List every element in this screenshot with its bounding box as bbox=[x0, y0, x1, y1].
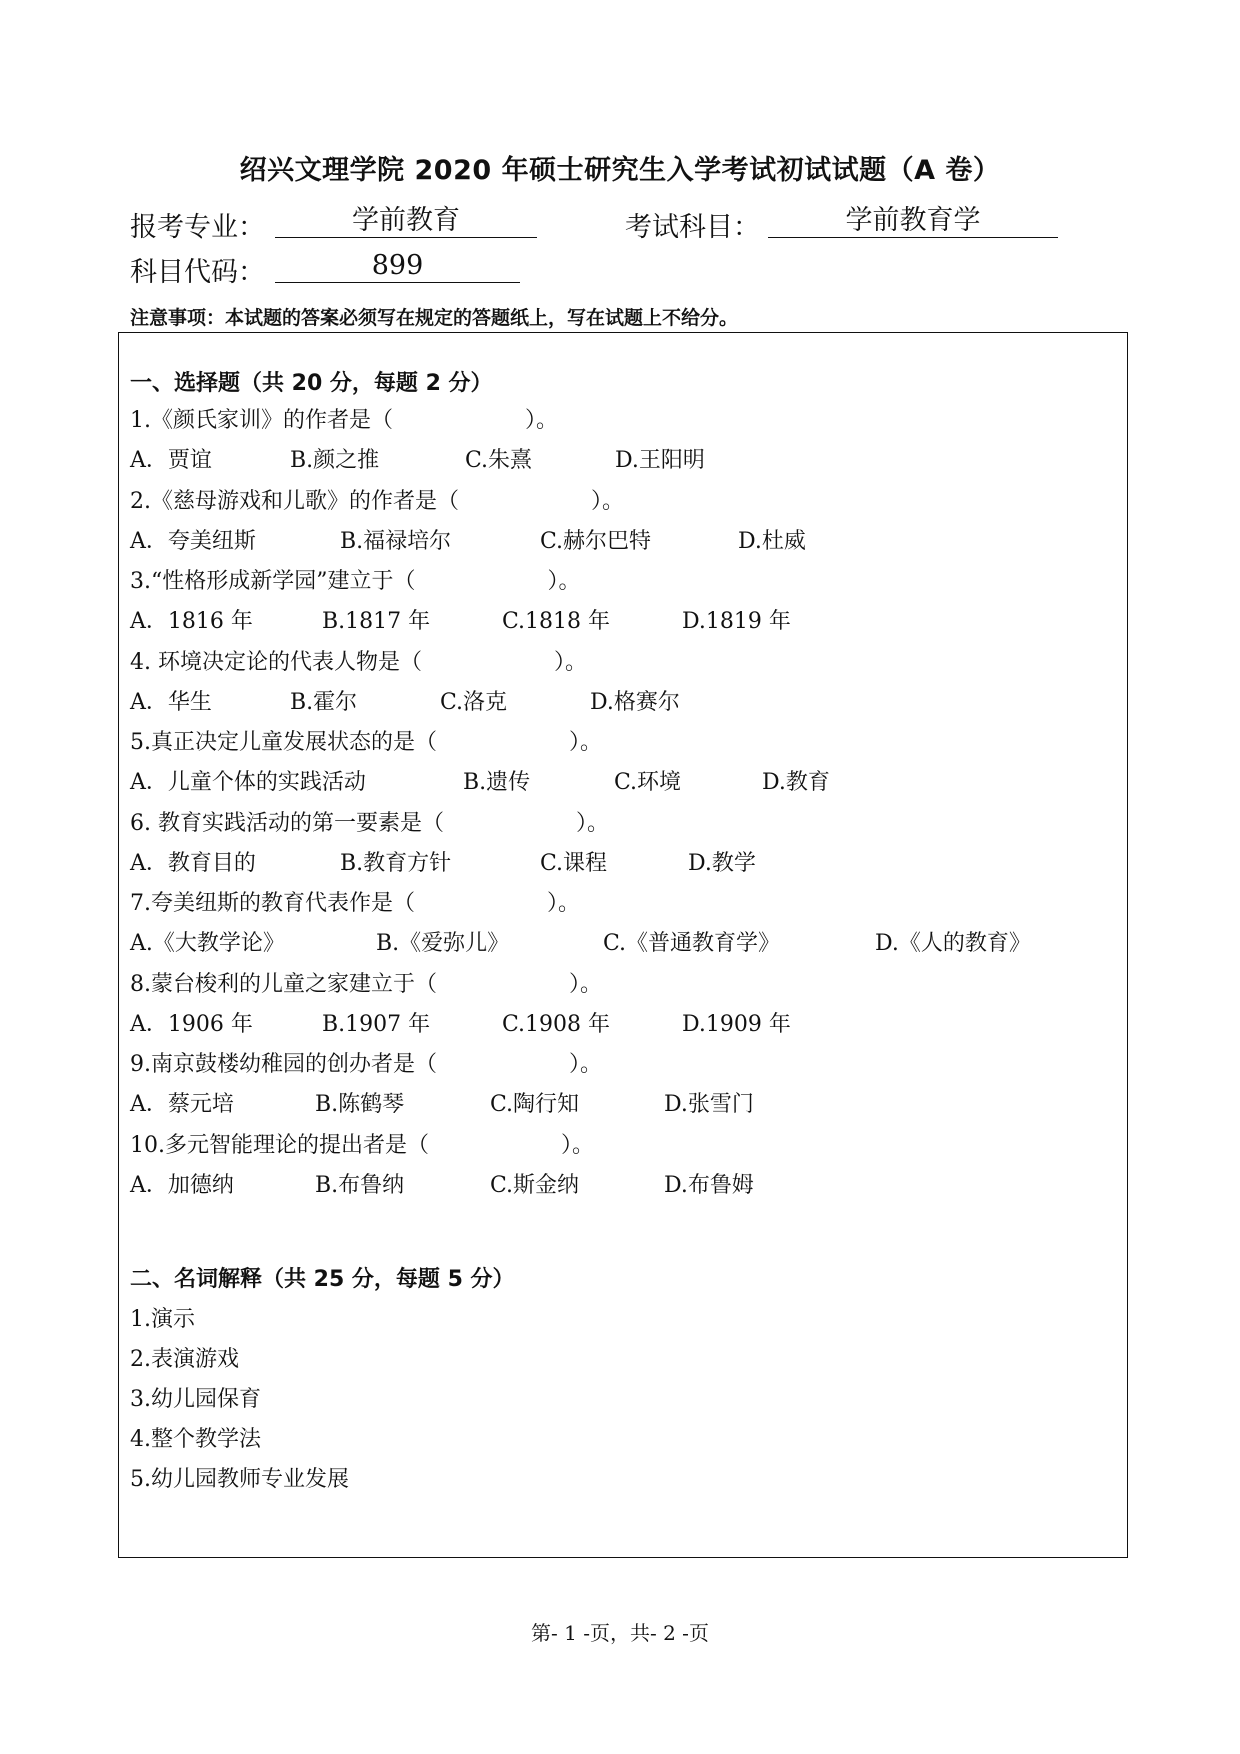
question-option: A．贾谊 bbox=[130, 448, 212, 473]
question-option: C.赫尔巴特 bbox=[540, 528, 652, 554]
question-option: D.张雪门 bbox=[664, 1092, 754, 1117]
question-option: A.《大教学论》 bbox=[130, 931, 285, 956]
question-stem: 4. 环境决定论的代表人物是（ ）。 bbox=[130, 649, 587, 675]
question-option: D.杜威 bbox=[738, 528, 806, 554]
term-item: 2.表演游戏 bbox=[130, 1347, 239, 1372]
question-option: B.布鲁纳 bbox=[315, 1172, 405, 1198]
question-option: D.布鲁姆 bbox=[664, 1172, 754, 1198]
question-option: A．1816 年 bbox=[130, 609, 253, 634]
question-option: C.朱熹 bbox=[465, 448, 533, 473]
question-option: B.遗传 bbox=[463, 770, 531, 795]
question-option: A．华生 bbox=[130, 689, 212, 715]
notice-text: 注意事项：本试题的答案必须写在规定的答题纸上，写在试题上不给分。 bbox=[130, 307, 739, 329]
exam-title: 绍兴文理学院 2020 年硕士研究生入学考试初试试题（A 卷） bbox=[239, 155, 1001, 186]
question-option: B.1817 年 bbox=[322, 609, 431, 634]
question-option: D.王阳明 bbox=[615, 448, 705, 473]
question-option: D.格赛尔 bbox=[590, 689, 680, 715]
question-option: B.颜之推 bbox=[290, 448, 380, 473]
question-option: B.福禄培尔 bbox=[340, 528, 452, 554]
question-option: A．加德纳 bbox=[130, 1172, 234, 1198]
major-label: 报考专业： bbox=[130, 212, 265, 243]
question-option: D.教学 bbox=[688, 850, 756, 876]
question-option: D.教育 bbox=[762, 770, 830, 795]
question-stem: 10.多元智能理论的提出者是（ ）。 bbox=[130, 1132, 594, 1158]
question-stem: 8.蒙台梭利的儿童之家建立于（ ）。 bbox=[130, 971, 602, 997]
question-option: B.教育方针 bbox=[340, 850, 452, 876]
question-option: D.《人的教育》 bbox=[875, 931, 1031, 956]
question-option: D.1909 年 bbox=[682, 1011, 791, 1037]
term-item: 5.幼儿园教师专业发展 bbox=[130, 1467, 349, 1492]
question-stem: 1.《颜氏家训》的作者是（ ）。 bbox=[130, 408, 558, 433]
question-option: B.霍尔 bbox=[290, 689, 358, 715]
question-option: B.1907 年 bbox=[322, 1011, 431, 1037]
question-stem: 2.《慈母游戏和儿歌》的作者是（ ）。 bbox=[130, 488, 624, 514]
subject-label: 考试科目： bbox=[625, 212, 760, 243]
subject-value: 学前教育学 bbox=[768, 205, 1058, 238]
question-option: D.1819 年 bbox=[682, 609, 791, 634]
question-option: C.环境 bbox=[614, 770, 682, 795]
code-label: 科目代码： bbox=[130, 257, 265, 288]
question-option: A．1906 年 bbox=[130, 1011, 253, 1037]
question-option: A．儿童个体的实践活动 bbox=[130, 770, 366, 795]
question-option: B.《爱弥儿》 bbox=[376, 931, 510, 956]
page-footer: 第- 1 -页，共- 2 -页 bbox=[531, 1621, 709, 1645]
question-stem: 6. 教育实践活动的第一要素是（ ）。 bbox=[130, 810, 609, 836]
question-stem: 3.“性格形成新学园”建立于（ ）。 bbox=[130, 569, 581, 594]
question-option: C.斯金纳 bbox=[490, 1172, 580, 1198]
question-stem: 9.南京鼓楼幼稚园的创办者是（ ）。 bbox=[130, 1052, 602, 1077]
question-option: C.洛克 bbox=[440, 689, 508, 715]
question-option: B.陈鹤琴 bbox=[315, 1092, 405, 1117]
question-option: A．教育目的 bbox=[130, 850, 256, 876]
term-item: 3.幼儿园保育 bbox=[130, 1387, 261, 1412]
code-value: 899 bbox=[275, 250, 520, 283]
question-option: C.陶行知 bbox=[490, 1092, 580, 1117]
section-heading: 一、选择题（共 20 分，每题 2 分） bbox=[130, 371, 493, 396]
question-option: A．夸美纽斯 bbox=[130, 528, 256, 554]
question-option: C.1818 年 bbox=[502, 609, 611, 634]
term-item: 1.演示 bbox=[130, 1307, 195, 1332]
question-option: C.1908 年 bbox=[502, 1011, 611, 1037]
term-item: 4.整个教学法 bbox=[130, 1427, 261, 1452]
section-heading: 二、名词解释（共 25 分，每题 5 分） bbox=[130, 1267, 515, 1292]
major-value: 学前教育 bbox=[275, 205, 537, 238]
question-option: C.《普通教育学》 bbox=[603, 931, 781, 956]
question-option: A．蔡元培 bbox=[130, 1092, 234, 1117]
question-option: C.课程 bbox=[540, 850, 608, 876]
question-stem: 7.夸美纽斯的教育代表作是（ ）。 bbox=[130, 891, 580, 916]
question-stem: 5.真正决定儿童发展状态的是（ ）。 bbox=[130, 730, 602, 755]
